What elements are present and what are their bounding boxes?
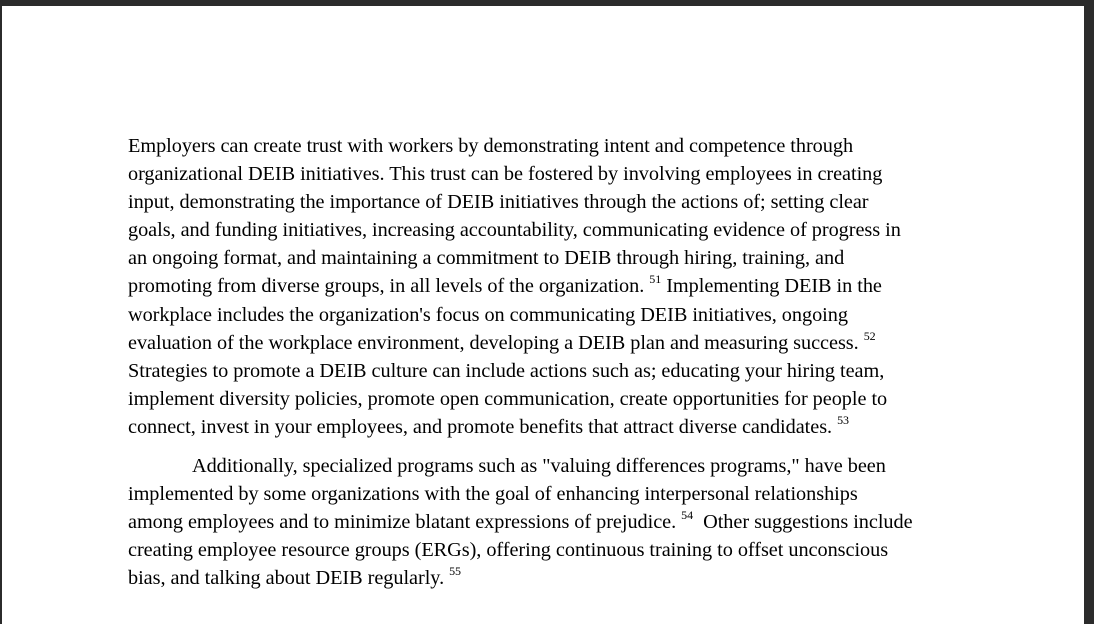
- text-line: organizational DEIB initiatives. This trust can be fostered by involving employees in creating: [128, 163, 883, 186]
- text-line: goals, and funding initiatives, increasing accountability, communicating evidence of progress in: [128, 219, 901, 242]
- line-text: bias, and talking about DEIB regularly.: [128, 567, 450, 590]
- text-line: implement diversity policies, promote open communication, create opportunities for people to: [128, 387, 888, 410]
- text-line: [128, 564, 968, 592]
- paragraph-spacing: [128, 441, 968, 452]
- text-line: [128, 272, 968, 300]
- text-line: [128, 508, 968, 536]
- text-line: [128, 329, 968, 357]
- text-line: creating employee resource groups (ERGs), offering continuous training to offset unconscious: [128, 539, 889, 562]
- text-line: an ongoing format, and maintaining a commitment to DEIB through hiring, training, and: [128, 247, 845, 270]
- text-line: [128, 413, 968, 441]
- footnote-marker[interactable]: 53: [837, 412, 850, 427]
- line-text: evaluation of the workplace environment, developing a DEIB plan and measuring success.: [128, 331, 864, 354]
- window-edge: [1084, 0, 1094, 624]
- line-text: Other suggestions include: [693, 511, 913, 534]
- paragraph: [128, 132, 968, 441]
- text-line: implemented by some organizations with the goal of enhancing interpersonal relationships: [128, 483, 858, 506]
- line-text: Implementing DEIB in the: [661, 275, 882, 298]
- text-line: input, demonstrating the importance of DEIB initiatives through the actions of; setting clear: [128, 191, 869, 214]
- line-text: connect, invest in your employees, and promote benefits that attract diverse candidates.: [128, 415, 838, 438]
- paragraph: [128, 452, 968, 592]
- footnote-marker[interactable]: 55: [449, 564, 462, 579]
- line-text: among employees and to minimize blatant expressions of prejudice.: [128, 511, 682, 534]
- line-text: promoting from diverse groups, in all levels of the organization.: [128, 275, 650, 298]
- text-line: Additionally, specialized programs such as "valuing differences programs," have been: [192, 455, 886, 478]
- footnote-marker[interactable]: 54: [681, 508, 694, 523]
- footnote-marker[interactable]: 51: [649, 272, 662, 287]
- text-line: Strategies to promote a DEIB culture can include actions such as; educating your hiring team,: [128, 359, 885, 382]
- footnote-marker[interactable]: 52: [863, 328, 876, 343]
- document-body: [128, 132, 968, 593]
- text-line: workplace includes the organization's focus on communicating DEIB initiatives, ongoing: [128, 303, 848, 326]
- document-page: [2, 6, 1084, 624]
- text-line: Employers can create trust with workers by demonstrating intent and competence through: [128, 135, 854, 157]
